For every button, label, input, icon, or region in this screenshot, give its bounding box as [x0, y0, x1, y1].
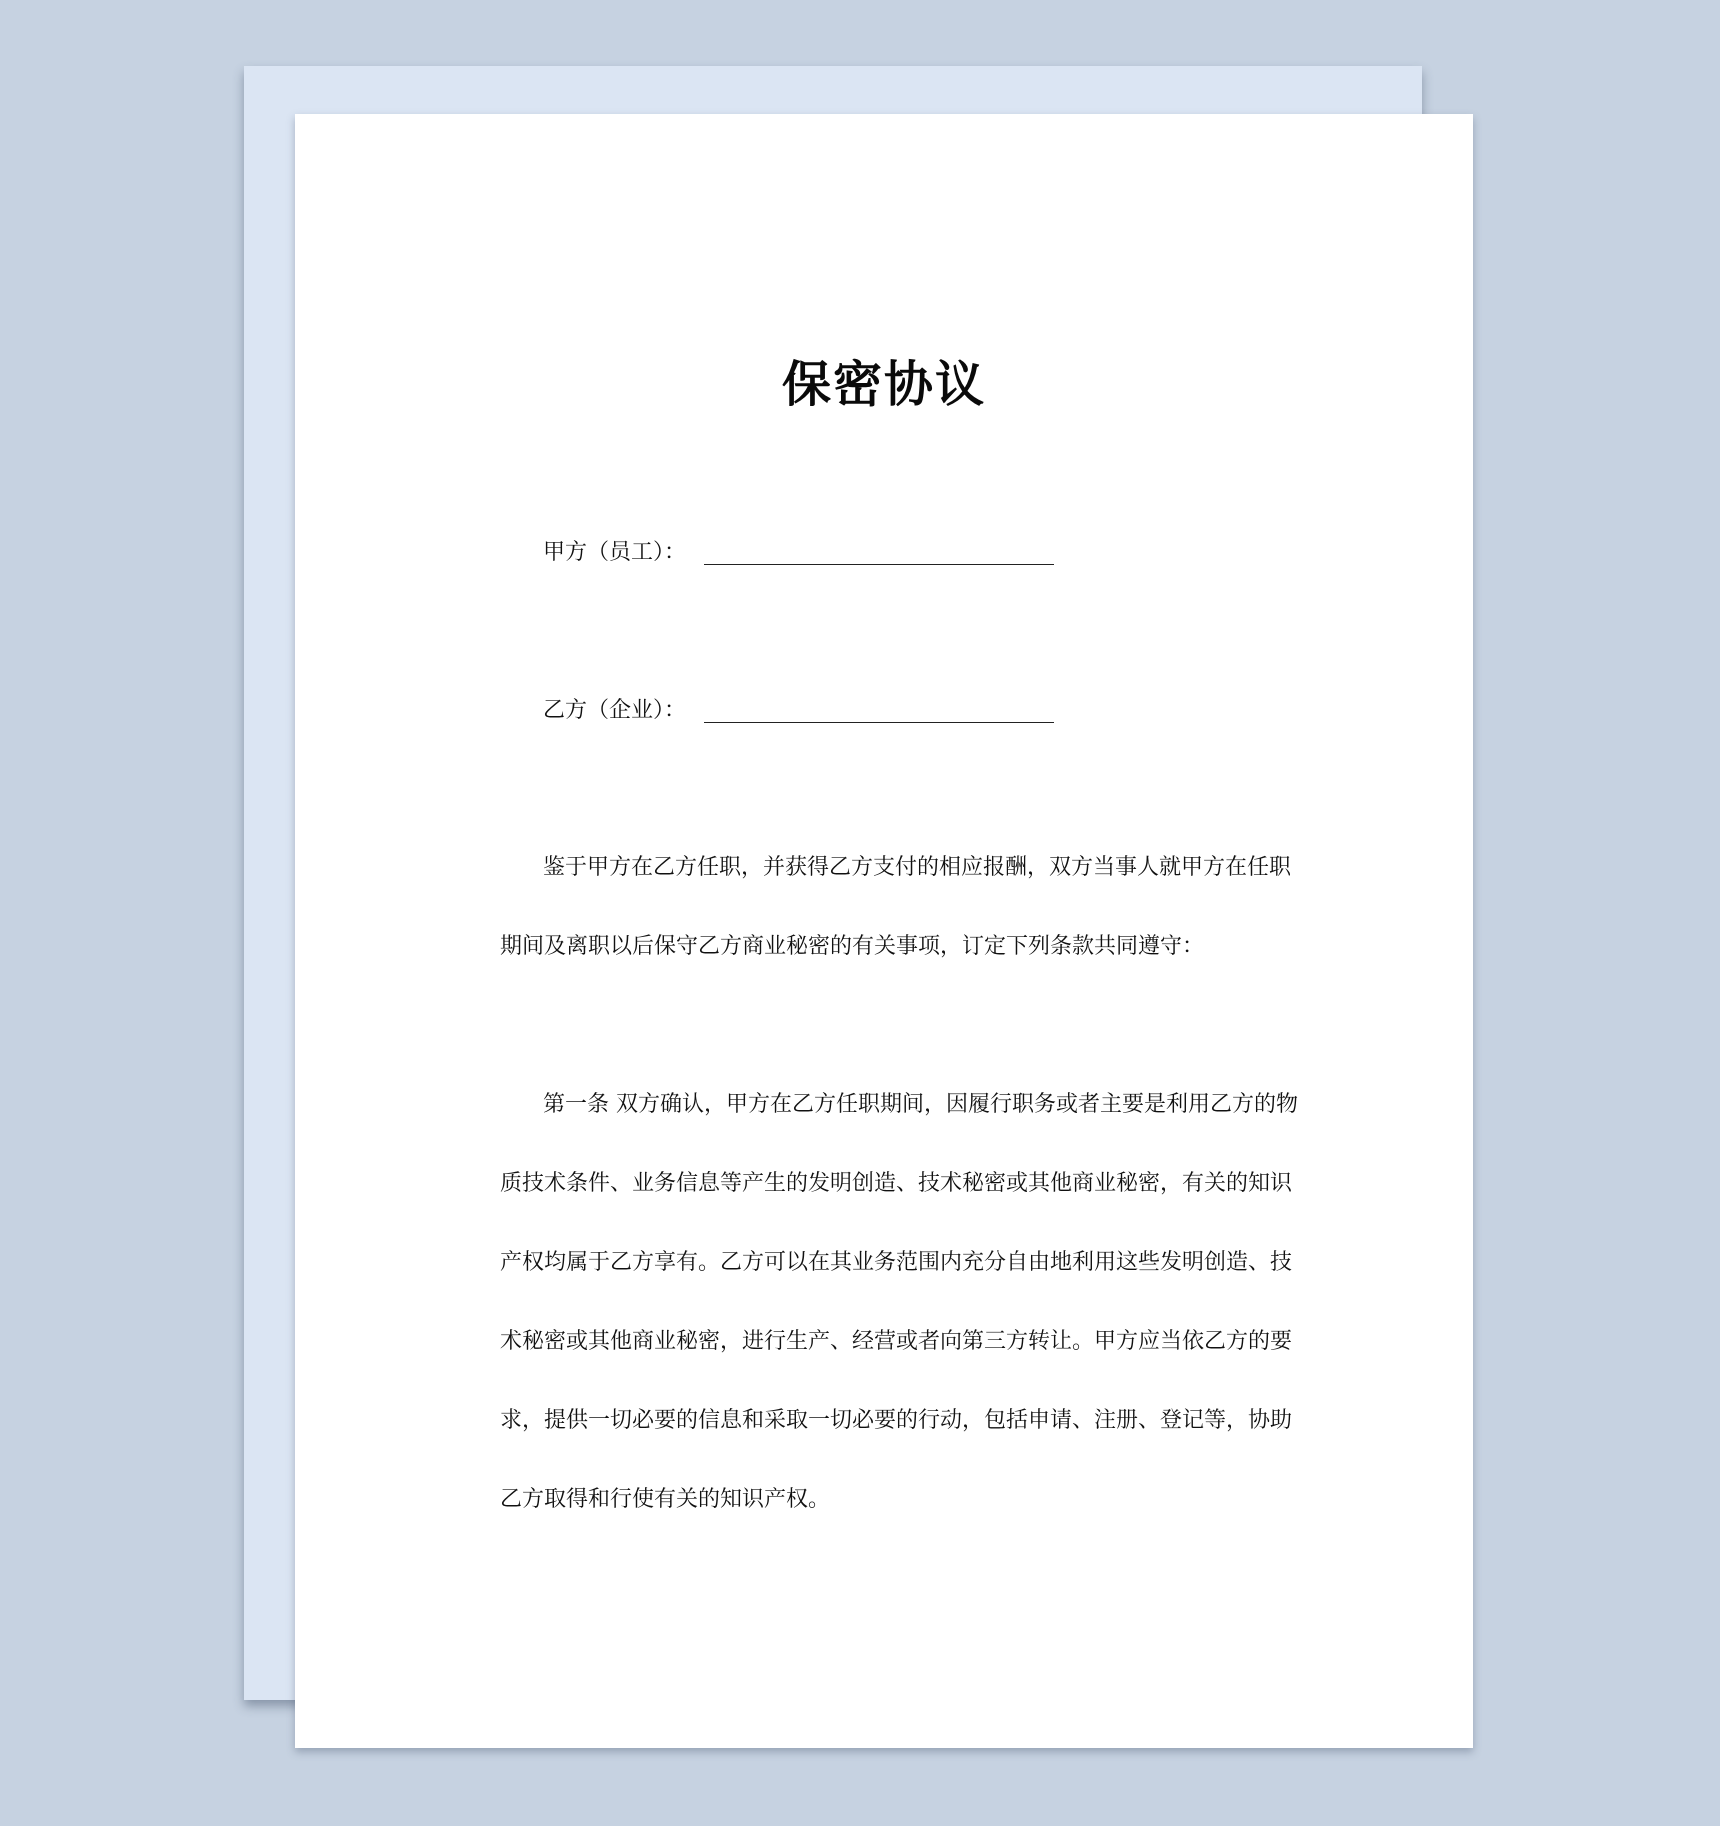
preamble-line: 期间及离职以后保守乙方商业秘密的有关事项，订定下列条款共同遵守：: [500, 934, 1205, 959]
party-a-fill-line: [704, 564, 1054, 565]
party-b-fill-line: [704, 722, 1054, 723]
article-1-line: 术秘密或其他商业秘密，进行生产、经营或者向第三方转让。甲方应当依乙方的要: [500, 1329, 1293, 1354]
preamble-line: 鉴于甲方在乙方任职，并获得乙方支付的相应报酬，双方当事人就甲方在任职: [543, 855, 1292, 880]
article-1-line: 质技术条件、业务信息等产生的发明创造、技术秘密或其他商业秘密，有关的知识: [500, 1171, 1293, 1196]
party-a-row: [543, 532, 1054, 568]
article-1-line: 第一条 双方确认，甲方在乙方任职期间，因履行职务或者主要是利用乙方的物: [543, 1092, 1298, 1117]
article-1-line: 产权均属于乙方享有。乙方可以在其业务范围内充分自由地利用这些发明创造、技: [500, 1250, 1293, 1275]
document-title: 保密协议: [781, 356, 986, 413]
party-a-label: 甲方（员工）：: [543, 540, 687, 565]
article-1-line: 求，提供一切必要的信息和采取一切必要的行动，包括申请、注册、登记等，协助: [500, 1408, 1293, 1433]
party-b-row: [543, 690, 1054, 726]
party-b-label: 乙方（企业）：: [543, 698, 687, 723]
article-1-line: 乙方取得和行使有关的知识产权。: [500, 1487, 831, 1512]
document-page: [295, 114, 1473, 1748]
